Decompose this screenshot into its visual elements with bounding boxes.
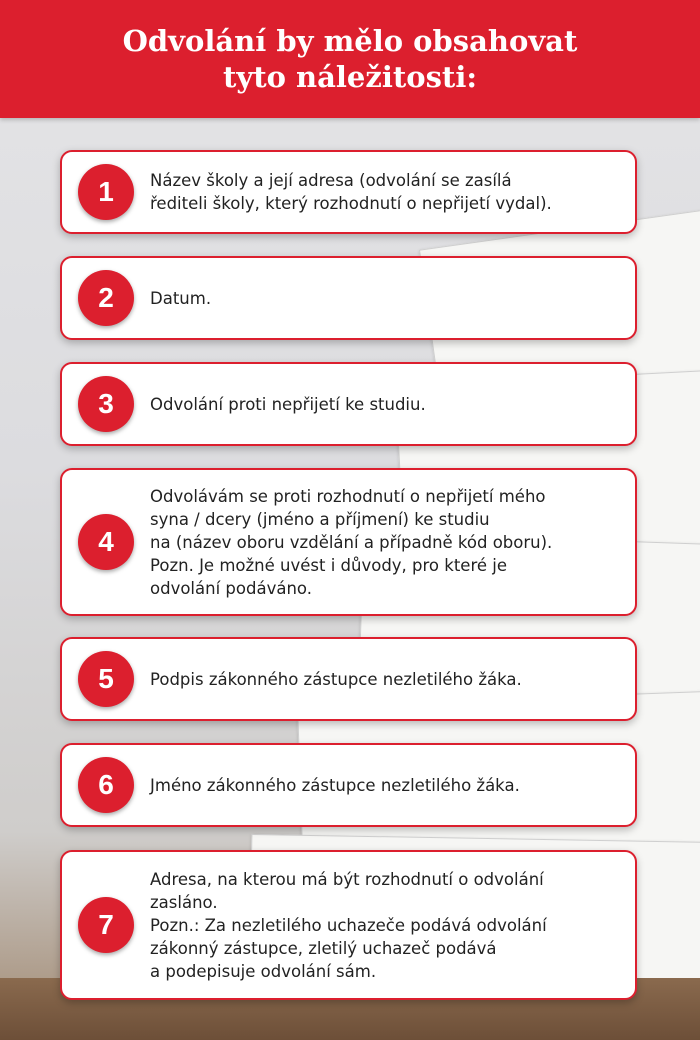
list-item xyxy=(60,256,637,340)
item-line: Podpis zákonného zástupce nezletilého žáka. xyxy=(150,669,522,689)
list-item xyxy=(60,362,637,446)
title-line-2: tyto náležitosti: xyxy=(222,60,478,94)
item-line: zasláno. xyxy=(150,892,218,912)
list-item xyxy=(60,150,637,234)
number-badge: 6 xyxy=(78,757,134,813)
item-line: Název školy a její adresa (odvolání se zasílá xyxy=(150,171,512,190)
list-item xyxy=(60,743,637,827)
number-badge: 2 xyxy=(78,270,134,326)
item-line: Pozn.: Za nezletilého uchazeče podává odvolání xyxy=(150,915,547,935)
list-item xyxy=(60,850,637,1000)
item-line: syna / dcery (jméno a příjmení) ke studiu xyxy=(150,509,490,529)
item-line: Odvolávám se proti rozhodnutí o nepřijetí mého xyxy=(150,486,546,506)
item-line: a podepisuje odvolání sám. xyxy=(150,961,377,981)
item-text xyxy=(150,169,566,215)
number-badge: 5 xyxy=(78,651,134,707)
item-line: Odvolání proti nepřijetí ke studiu. xyxy=(150,394,426,414)
item-line: zákonný zástupce, zletilý uchazeč podává xyxy=(150,938,497,958)
item-text xyxy=(150,393,440,416)
list-item xyxy=(60,468,637,616)
item-line: odvolání podáváno. xyxy=(150,578,312,598)
number-badge: 1 xyxy=(78,164,134,220)
item-line: řediteli školy, který rozhodnutí o nepřijetí vydal). xyxy=(150,194,552,213)
item-line: na (název oboru vzdělání a případně kód oboru). xyxy=(150,532,553,552)
item-text xyxy=(150,774,534,797)
item-line: Pozn. Je možné uvést i důvody, pro které je xyxy=(150,555,508,575)
list-item xyxy=(60,637,637,721)
number-badge: 4 xyxy=(78,514,134,570)
item-text xyxy=(150,868,561,983)
number-badge: 3 xyxy=(78,376,134,432)
item-line: Jméno zákonného zástupce nezletilého žáka. xyxy=(150,775,520,795)
number-badge: 7 xyxy=(78,897,134,953)
title-line-1: Odvolání by mělo obsahovat xyxy=(122,24,578,58)
item-text xyxy=(150,668,536,691)
item-text xyxy=(150,287,225,310)
item-line: Datum. xyxy=(150,288,212,308)
item-line: Adresa, na kterou má být rozhodnutí o odvolání xyxy=(150,869,544,889)
item-text xyxy=(150,485,566,600)
